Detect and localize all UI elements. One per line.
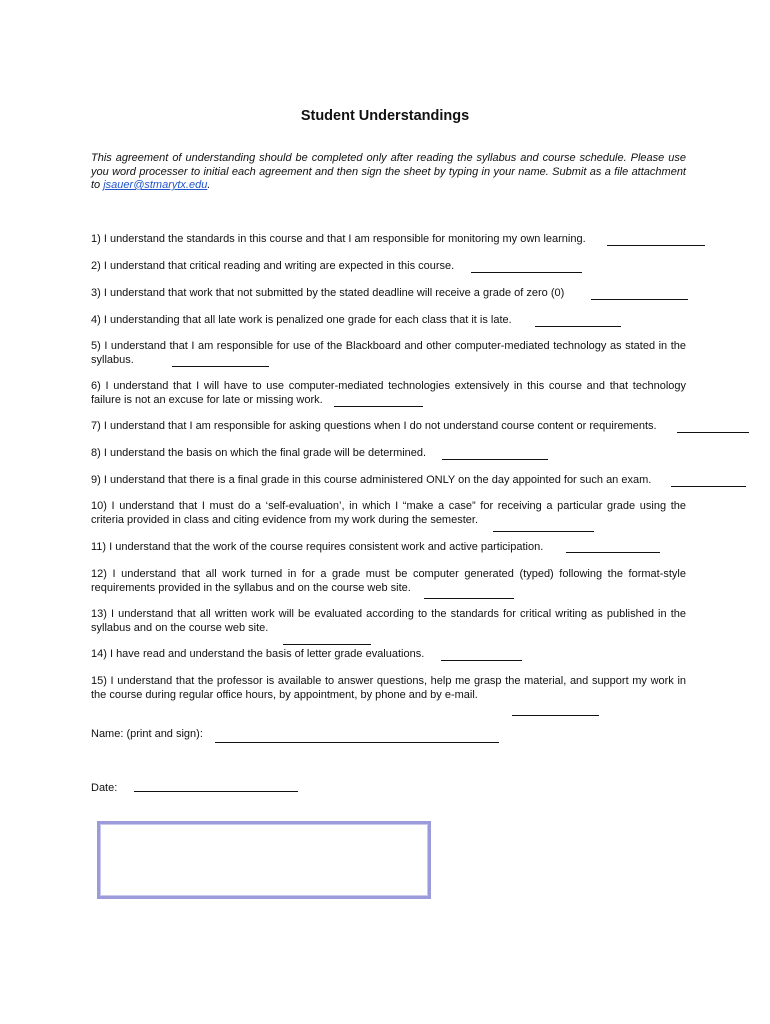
- item-13-text: 13) I understand that all written work will be evaluated according to the standards for critical writing as published in the syllabus and on the course web site.: [91, 608, 686, 634]
- item-9-text: 9) I understand that there is a final grade in this course administered ONLY on the day appointed for such an exam.: [91, 474, 652, 486]
- item-7: [91, 420, 686, 434]
- item-8: [91, 447, 686, 461]
- initial-blank-11[interactable]: [566, 552, 660, 553]
- date-label: Date:: [91, 782, 118, 794]
- item-4-text: 4) I understanding that all late work is penalized one grade for each class that it is late.: [91, 314, 512, 326]
- page-title: Student Understandings: [300, 108, 470, 124]
- initial-blank-10[interactable]: [493, 531, 594, 532]
- intro-text: This agreement of understanding should be completed only after reading the syllabus and course schedule. Please use you word processer to initial each agreement and then sign the sheet by typing in your name. Submit as a file attachment to: [91, 152, 686, 191]
- name-signature-line[interactable]: [215, 742, 499, 743]
- item-5-text: 5) I understand that I am responsible for use of the Blackboard and other computer-mediated technology as stated in the syllabus.: [91, 340, 686, 366]
- initial-blank-12[interactable]: [424, 598, 514, 599]
- item-1: [91, 233, 686, 247]
- intro-end: .: [207, 179, 211, 191]
- signature-box[interactable]: [97, 821, 431, 899]
- item-13: [91, 608, 686, 635]
- item-15: [91, 675, 686, 702]
- item-6: [91, 380, 686, 407]
- item-6-text: 6) I understand that I will have to use computer-mediated technologies extensively in this course and that technology failure is not an excuse for late or missing work.: [91, 380, 686, 406]
- date-line[interactable]: [134, 791, 298, 792]
- item-7-text: 7) I understand that I am responsible for asking questions when I do not understand course content or requirements.: [91, 420, 657, 432]
- item-3-text: 3) I understand that work that not submitted by the stated deadline will receive a grade of zero (0): [91, 287, 565, 299]
- initial-blank-2[interactable]: [471, 272, 582, 273]
- initial-blank-3[interactable]: [591, 299, 688, 300]
- item-8-text: 8) I understand the basis on which the final grade will be determined.: [91, 447, 427, 459]
- initial-blank-1[interactable]: [607, 245, 705, 246]
- initial-blank-15[interactable]: [512, 715, 599, 716]
- email-link[interactable]: jsauer@stmarytx.edu: [103, 179, 208, 191]
- item-2-text: 2) I understand that critical reading and writing are expected in this course.: [91, 260, 455, 272]
- item-9: [91, 474, 686, 488]
- item-12-text: 12) I understand that all work turned in for a grade must be computer generated (typed) following the format-style requirements provided in the syllabus and on the course web site.: [91, 568, 686, 594]
- initial-blank-9[interactable]: [671, 486, 746, 487]
- item-12: [91, 568, 686, 595]
- name-label: Name: (print and sign):: [91, 728, 203, 740]
- item-2: [91, 260, 686, 274]
- item-15-text: 15) I understand that the professor is available to answer questions, help me grasp the material, and support my work in the course during regular office hours, by appointment, by phone and by e-mail.: [91, 675, 686, 701]
- initial-blank-8[interactable]: [442, 459, 548, 460]
- initial-blank-7[interactable]: [677, 432, 749, 433]
- intro-paragraph: [91, 152, 686, 193]
- item-10: [91, 500, 686, 527]
- item-10-text: 10) I understand that I must do a ‘self-evaluation’, in which I “make a case” for receiving a particular grade using the criteria provided in class and citing evidence from my work during the semester.: [91, 500, 686, 526]
- item-1-text: 1) I understand the standards in this course and that I am responsible for monitoring my own learning.: [91, 233, 586, 245]
- initial-blank-6[interactable]: [334, 406, 423, 407]
- item-14: [91, 648, 686, 662]
- initial-blank-14[interactable]: [441, 660, 522, 661]
- initial-blank-4[interactable]: [535, 326, 621, 327]
- item-5: [91, 340, 686, 367]
- item-11-text: 11) I understand that the work of the course requires consistent work and active participation.: [91, 541, 544, 553]
- initial-blank-5[interactable]: [172, 366, 269, 367]
- item-14-text: 14) I have read and understand the basis of letter grade evaluations.: [91, 648, 425, 660]
- initial-blank-13[interactable]: [283, 644, 371, 645]
